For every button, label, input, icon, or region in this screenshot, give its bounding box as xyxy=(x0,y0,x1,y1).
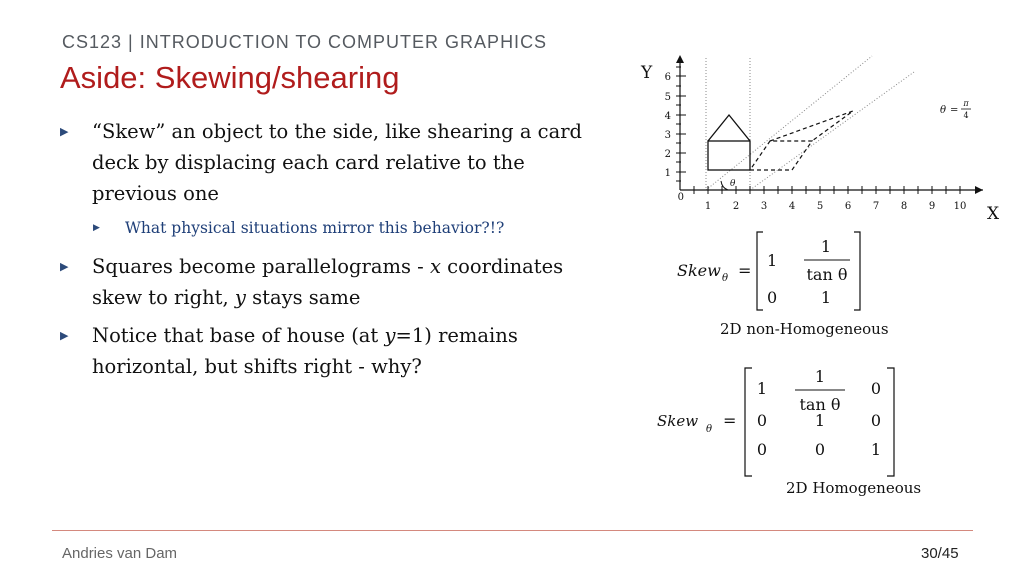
matrix-cell: 0 xyxy=(870,411,882,430)
y-axis-label: Y xyxy=(641,63,653,83)
y-tick-label: 3 xyxy=(664,130,671,141)
matrix-cell: tan θ xyxy=(799,395,841,414)
matrix-equals: = xyxy=(723,411,737,430)
math-var-x: x xyxy=(429,255,441,278)
x-tick-label: 3 xyxy=(760,201,768,212)
svg-text:π: π xyxy=(963,99,969,108)
matrix-cell: 1 xyxy=(814,367,826,386)
matrix-2d-caption: 2D non-Homogeneous xyxy=(720,320,889,338)
x-tick-label: 7 xyxy=(872,201,880,212)
angle-label: θ xyxy=(730,179,736,189)
slide-title: Aside: Skewing/shearing xyxy=(60,60,400,95)
x-tick-label: 4 xyxy=(788,201,796,212)
bullet-line: previous one xyxy=(92,182,219,205)
footer-author: Andries van Dam xyxy=(62,545,178,562)
bullet-text: stays same xyxy=(245,286,361,309)
matrix-cell: 1 xyxy=(767,251,778,270)
x-tick-label: 8 xyxy=(900,201,908,212)
matrix-cell: 0 xyxy=(756,411,768,430)
matrix-cell: 1 xyxy=(820,237,832,256)
origin-label: 0 xyxy=(677,192,684,203)
footer-divider xyxy=(52,530,973,531)
bullet-text: skew to right, xyxy=(92,286,235,309)
sub-bullet-text: What physical situations mirror this behavior?!? xyxy=(125,219,505,237)
svg-text:4: 4 xyxy=(963,111,969,120)
x-tick-label: 9 xyxy=(928,201,936,212)
bullet-text: coordinates xyxy=(440,255,564,278)
matrix-subscript: θ xyxy=(706,424,713,435)
svg-text:θ: θ xyxy=(940,105,947,116)
x-tick-label: 1 xyxy=(704,201,712,212)
bullet-arrow-icon: ▶ xyxy=(93,223,100,233)
x-tick-label: 2 xyxy=(732,201,740,212)
bullet-arrow-icon: ▶ xyxy=(60,125,69,138)
bullet-arrow-icon: ▶ xyxy=(60,260,69,273)
x-tick-label: 10 xyxy=(953,201,967,212)
matrix-equals: = xyxy=(738,261,752,280)
y-tick-label: 5 xyxy=(664,92,671,103)
svg-text:=: = xyxy=(950,105,959,116)
math-var-y: y xyxy=(384,324,396,347)
matrix-cell: 0 xyxy=(756,440,768,459)
x-tick-label: 5 xyxy=(816,201,824,212)
matrix-3d-caption: 2D Homogeneous xyxy=(786,479,922,497)
matrix-lhs: Skew xyxy=(657,412,699,430)
matrix-cell: 0 xyxy=(767,288,778,307)
bullet-text: =1) remains xyxy=(395,324,518,347)
math-var-y: y xyxy=(234,286,246,309)
matrix-cell: 0 xyxy=(870,379,882,398)
right-bracket xyxy=(887,368,894,476)
matrix-lhs: Skew xyxy=(677,261,721,280)
y-tick-label: 6 xyxy=(664,72,671,83)
matrix-cell: 1 xyxy=(814,411,826,430)
bullet-text: Notice that base of house (at xyxy=(92,324,385,347)
bullet-arrow-icon: ▶ xyxy=(60,329,69,342)
bullet-line: “Skew” an object to the side, like shearing a card xyxy=(92,120,582,143)
page-number: 30/45 xyxy=(921,545,959,562)
matrix-cell: 1 xyxy=(756,379,768,398)
left-bracket xyxy=(745,368,752,476)
matrix-cell: 1 xyxy=(870,440,882,459)
matrix-cell: tan θ xyxy=(806,265,848,284)
x-axis-label: X xyxy=(987,204,1000,224)
matrix-subscript: θ xyxy=(722,273,729,284)
matrix-cell: 0 xyxy=(814,440,826,459)
y-tick-label: 1 xyxy=(664,168,671,179)
bullet-line: deck by displacing each card relative to the xyxy=(92,151,525,174)
matrix-cell: 1 xyxy=(820,288,832,307)
y-tick-label: 2 xyxy=(664,149,671,160)
course-header: CS123 | INTRODUCTION TO COMPUTER GRAPHICS xyxy=(62,32,548,52)
x-tick-label: 6 xyxy=(844,201,852,212)
bullet-text: horizontal, but shifts right - why? xyxy=(92,355,422,378)
bullet-text: Squares become parallelograms - xyxy=(92,255,430,278)
y-tick-label: 4 xyxy=(664,111,671,122)
